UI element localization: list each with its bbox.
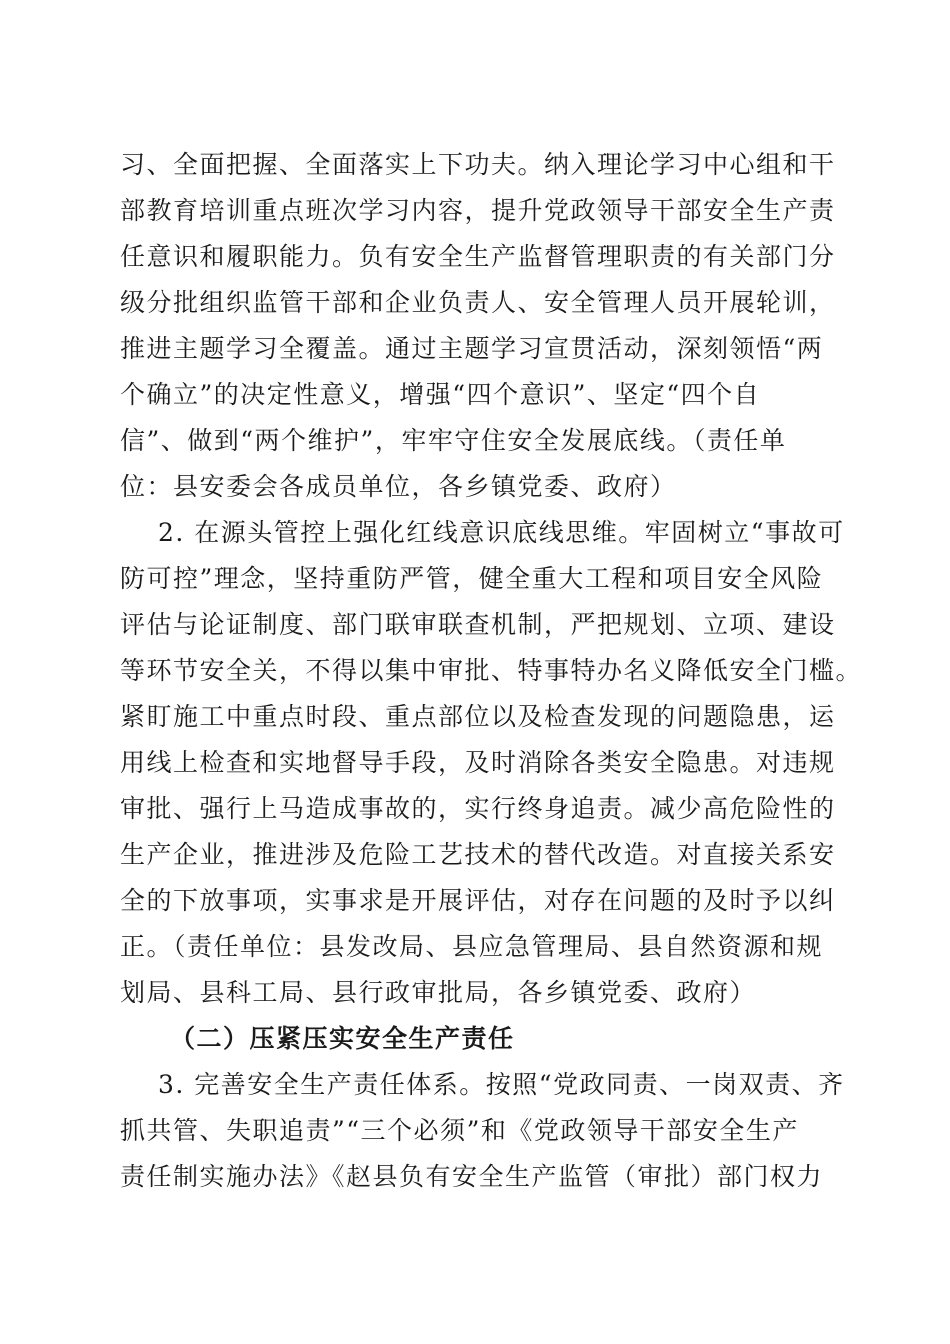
text-line: 紧盯施工中重点时段、重点部位以及检查发现的问题隐患，运 bbox=[120, 702, 836, 731]
text-line: 全的下放事项，实事求是开展评估，对存在问题的及时予以纠 bbox=[120, 886, 836, 915]
text-line: 抓共管、失职追责”“三个必须”和《党政领导干部安全生产 bbox=[120, 1116, 799, 1145]
text-line: 级分批组织监管干部和企业负责人、安全管理人员开展轮训， bbox=[120, 288, 836, 317]
text-line: 2. 在源头管控上强化红线意识底线思维。牢固树立“事故可 bbox=[158, 518, 845, 547]
paragraph-1 bbox=[120, 142, 836, 510]
text-line: 位：县安委会各成员单位，各乡镇党委、政府） bbox=[120, 472, 677, 501]
text-line: 信”、做到“两个维护”，牢牢守住安全发展底线。（责任单 bbox=[120, 426, 787, 455]
paragraph-3 bbox=[120, 1062, 845, 1200]
paragraph-2 bbox=[120, 510, 863, 1016]
text-line: 个确立”的决定性意义，增强“四个意识”、坚定“四个自 bbox=[120, 380, 761, 409]
text-line: 生产企业，推进涉及危险工艺技术的替代改造。对直接关系安 bbox=[120, 840, 836, 869]
document-body bbox=[120, 142, 863, 1200]
section-heading: （二）压紧压实安全生产责任 bbox=[170, 1024, 515, 1053]
text-line: 3. 完善安全生产责任体系。按照“党政同责、一岗双责、齐 bbox=[158, 1070, 845, 1099]
text-line: 防可控”理念，坚持重防严管，健全重大工程和项目安全风险 bbox=[120, 564, 824, 593]
text-line: 习、全面把握、全面落实上下功夫。纳入理论学习中心组和干 bbox=[120, 150, 836, 179]
text-line: 评估与论证制度、部门联审联查机制，严把规划、立项、建设 bbox=[120, 610, 836, 639]
text-line: 等环节安全关，不得以集中审批、特事特办名义降低安全门槛。 bbox=[120, 656, 863, 685]
text-line: 审批、强行上马造成事故的，实行终身追责。减少高危险性的 bbox=[120, 794, 836, 823]
text-line: 部教育培训重点班次学习内容，提升党政领导干部安全生产责 bbox=[120, 196, 836, 225]
text-line: 责任制实施办法》《赵县负有安全生产监管（审批）部门权力 bbox=[120, 1162, 824, 1191]
text-line: 推进主题学习全覆盖。通过主题学习宣贯活动，深刻领悟“两 bbox=[120, 334, 824, 363]
text-line: 用线上检查和实地督导手段，及时消除各类安全隐患。对违规 bbox=[120, 748, 836, 777]
text-line: 任意识和履职能力。负有安全生产监督管理职责的有关部门分 bbox=[120, 242, 836, 271]
text-line: 划局、县科工局、县行政审批局，各乡镇党委、政府） bbox=[120, 978, 757, 1007]
text-line: 正。（责任单位：县发改局、县应急管理局、县自然资源和规 bbox=[120, 932, 824, 961]
